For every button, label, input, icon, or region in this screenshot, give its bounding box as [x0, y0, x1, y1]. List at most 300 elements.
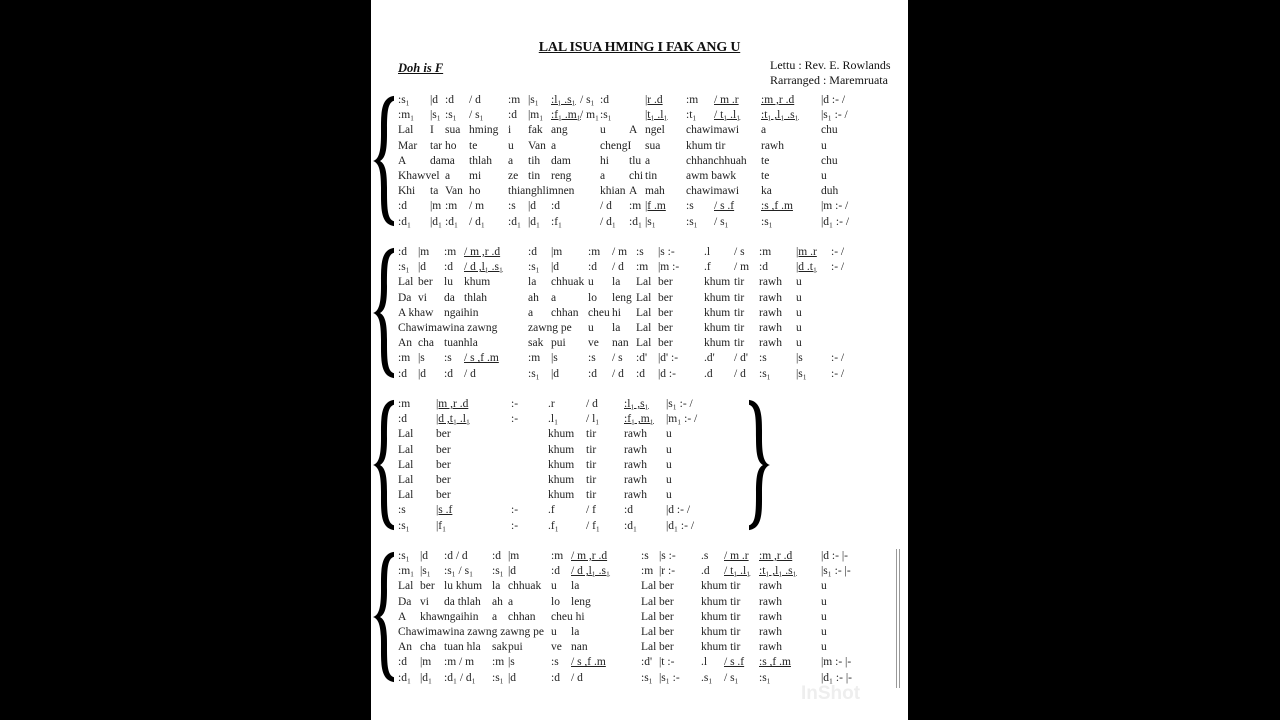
- lyrics-verse-5: [398, 336, 918, 351]
- solfa-note: :- /: [831, 352, 845, 365]
- lyric-syllable: tir: [586, 489, 597, 502]
- solfa-note: :m₁: [398, 565, 415, 578]
- solfa-note: |s₁ :-: [659, 671, 680, 684]
- lyric-syllable: rawh: [624, 443, 647, 456]
- solfa-part-row: [398, 549, 918, 564]
- solfa-note: :m: [636, 261, 649, 274]
- lyric-syllable: tir: [586, 443, 597, 456]
- solfa-note: .d: [704, 367, 713, 380]
- lyric-syllable: Lal: [398, 276, 414, 289]
- lyric-syllable: ber: [436, 443, 451, 456]
- lyric-syllable: tuanhla: [444, 337, 478, 350]
- lyric-syllable: sua: [645, 139, 661, 152]
- solfa-note: .l: [704, 246, 711, 258]
- lyric-syllable: cha: [418, 337, 434, 350]
- solfa-note: |d: [528, 200, 537, 213]
- lyric-syllable: dama: [430, 154, 455, 167]
- lyric-syllable: a: [761, 124, 767, 137]
- solfa-note: :m: [759, 246, 772, 258]
- lyric-syllable: u: [666, 474, 672, 486]
- lyric-syllable: rawh: [759, 626, 782, 638]
- solfa-note: / m .r: [724, 550, 749, 562]
- solfa-note: :f₁ .m₁: [551, 109, 581, 122]
- lyric-syllable: A: [398, 610, 407, 623]
- solfa-note: / s .f: [724, 656, 745, 669]
- arranger-credit: Rarranged : Maremruata: [770, 73, 888, 87]
- lyric-syllable: duh: [821, 185, 839, 198]
- solfa-note: |f₁: [436, 519, 447, 532]
- lyric-syllable: a: [600, 170, 606, 182]
- solfa-note: .f: [548, 504, 555, 517]
- lyric-syllable: A khaw: [398, 306, 434, 319]
- solfa-note: :d: [444, 367, 453, 380]
- lyric-syllable: chu: [821, 154, 838, 167]
- solfa-note: :d: [588, 261, 597, 274]
- lyric-syllable: u: [551, 580, 557, 593]
- solfa-note: :s₁: [528, 261, 540, 274]
- solfa-part-row: [398, 519, 918, 534]
- lyric-syllable: Mar: [398, 139, 418, 152]
- solfa-note: |m₁: [528, 109, 544, 122]
- solfa-note: :s: [444, 352, 452, 365]
- key-signature: Doh is F: [398, 61, 444, 75]
- lyric-syllable: thlah: [469, 154, 492, 167]
- solfa-note: |t₁ .l₁: [645, 109, 668, 122]
- lyric-syllable: Lal: [641, 580, 657, 593]
- lyric-syllable: ve: [551, 641, 562, 654]
- solfa-note: |r .d: [645, 94, 663, 106]
- lyric-syllable: Lal: [641, 595, 657, 608]
- solfa-note: :f₁: [551, 215, 563, 228]
- solfa-note: / s₁: [714, 215, 729, 228]
- lyric-syllable: Lal: [641, 641, 657, 654]
- lyric-syllable: Da: [398, 291, 412, 304]
- solfa-note: :d: [445, 94, 454, 106]
- solfa-note: :-: [511, 398, 519, 410]
- solfa-note: / d: [734, 367, 746, 380]
- lyric-syllable: zawng pe: [528, 322, 572, 334]
- solfa-note: :d: [398, 413, 407, 426]
- solfa-note: :m: [641, 565, 654, 578]
- lyric-syllable: ta: [430, 185, 439, 198]
- solfa-note: :d: [588, 367, 597, 380]
- lyric-syllable: Van: [528, 139, 546, 152]
- solfa-note: :d₁: [445, 215, 458, 228]
- solfa-note: :d₁: [398, 215, 411, 228]
- lyric-syllable: vi: [418, 291, 427, 304]
- lyric-syllable: sua: [445, 124, 461, 137]
- lyric-syllable: a: [528, 306, 534, 319]
- solfa-note: :s₁: [600, 109, 612, 122]
- lyric-syllable: khum tir: [701, 610, 741, 623]
- watermark: InShot: [801, 683, 861, 704]
- lyric-syllable: a: [508, 595, 514, 608]
- left-brace-icon: [372, 94, 396, 233]
- lyric-syllable: Lal: [636, 276, 652, 289]
- solfa-part-row: [398, 503, 918, 518]
- solfa-note: |s₁ :- /: [666, 398, 693, 410]
- lyric-syllable: ber: [418, 276, 433, 289]
- solfa-note: |d :-: [658, 367, 676, 380]
- lyric-syllable: cha: [420, 641, 436, 654]
- solfa-note: / f: [586, 504, 596, 517]
- solfa-note: .d': [704, 352, 715, 365]
- lyrics-verse-2: [398, 443, 918, 458]
- solfa-note: |s₁: [645, 215, 656, 228]
- lyric-syllable: Lal: [398, 443, 414, 456]
- solfa-note: |s .f: [436, 504, 453, 517]
- solfa-note: |m .r: [796, 246, 817, 258]
- solfa-note: :s₁: [398, 519, 410, 532]
- solfa-part-row: [398, 367, 918, 382]
- solfa-note: :s: [398, 504, 406, 517]
- lyric-syllable: tir: [734, 291, 745, 304]
- solfa-part-row: [398, 397, 918, 412]
- lyrics-verse-4: [398, 473, 918, 488]
- lyric-syllable: u: [666, 458, 672, 471]
- lyric-syllable: tir: [734, 322, 745, 334]
- solfa-note: :- /: [831, 246, 845, 258]
- solfa-note: :t₁ ,l₁ .s₁: [761, 109, 799, 122]
- lyric-syllable: a: [551, 291, 557, 304]
- lyric-syllable: A: [629, 185, 638, 198]
- lyric-syllable: ber: [420, 580, 435, 593]
- lyric-syllable: I: [430, 124, 434, 137]
- lyric-syllable: chawimawi: [686, 185, 740, 198]
- lyric-syllable: ngaihin: [444, 610, 479, 623]
- lyric-syllable: khum: [464, 276, 491, 289]
- lyric-syllable: An: [398, 641, 413, 654]
- lyrics-verse-5: [398, 184, 918, 199]
- solfa-note: |d: [430, 94, 439, 106]
- solfa-note: :m: [528, 352, 541, 365]
- solfa-part-row: [398, 564, 918, 579]
- lyric-syllable: chhanchhuah: [686, 154, 747, 167]
- solfa-note: :m: [629, 200, 642, 213]
- solfa-note: :m: [398, 352, 411, 365]
- lyric-syllable: khum: [548, 458, 575, 471]
- solfa-note: / d: [612, 261, 624, 274]
- solfa-note: :d: [398, 656, 407, 669]
- solfa-note: :s: [759, 352, 767, 365]
- solfa-note: / s .f: [714, 200, 735, 213]
- solfa-note: |d₁ :- |-: [821, 671, 852, 684]
- lyric-syllable: lu: [444, 276, 453, 289]
- lyric-syllable: nan: [571, 641, 588, 654]
- solfa-note: / t₁ .l₁: [724, 565, 751, 578]
- lyric-syllable: chengI: [600, 139, 632, 152]
- solfa-note: / m: [734, 261, 750, 274]
- lyric-syllable: u: [796, 276, 802, 289]
- solfa-note: |d: [551, 367, 560, 380]
- solfa-note: :d₁: [508, 215, 521, 228]
- solfa-note: :d₁: [629, 215, 642, 228]
- lyric-syllable: A: [398, 154, 407, 167]
- solfa-note: :s₁: [641, 671, 653, 684]
- lyric-syllable: leng: [612, 291, 632, 304]
- lyric-syllable: Lal: [641, 610, 657, 623]
- lyric-syllable: da: [444, 291, 455, 304]
- lyrics-verse-1: [398, 123, 918, 138]
- solfa-note: |s: [508, 656, 515, 669]
- solfa-note: |d₁ :- /: [821, 215, 850, 228]
- solfa-note: / t₁ .l₁: [714, 109, 741, 122]
- lyric-syllable: Lal: [398, 489, 414, 502]
- solfa-note: :m: [445, 200, 458, 213]
- lyric-syllable: rawh: [759, 595, 782, 608]
- lyric-syllable: khum tir: [701, 626, 741, 638]
- solfa-note: / d₁: [600, 215, 616, 228]
- sheet-music-page: [371, 0, 908, 720]
- lyric-syllable: khum: [704, 322, 731, 334]
- lyric-syllable: chhuak: [551, 276, 585, 289]
- lyric-syllable: chhuak: [508, 580, 542, 593]
- solfa-part-row: [398, 245, 918, 260]
- solfa-note: |r :-: [659, 565, 676, 578]
- solfa-note: :s₁: [398, 94, 410, 106]
- lyric-syllable: lo: [551, 595, 560, 608]
- solfa-note: / s: [612, 352, 623, 365]
- solfa-note: :d: [551, 671, 560, 684]
- lyric-syllable: u: [588, 276, 594, 289]
- lyric-syllable: hi: [612, 306, 621, 319]
- solfa-note: / s: [734, 246, 745, 258]
- lyric-syllable: ve: [588, 337, 599, 350]
- solfa-note: |d₁: [430, 215, 443, 228]
- left-brace-icon: [372, 550, 396, 689]
- solfa-note: |s :-: [658, 246, 675, 258]
- lyric-syllable: Lal: [398, 124, 414, 137]
- solfa-note: :s: [641, 550, 649, 562]
- solfa-note: :d: [528, 246, 537, 258]
- solfa-note: :d: [551, 565, 560, 578]
- solfa-note: :m: [588, 246, 601, 258]
- solfa-note: / f₁: [586, 519, 600, 532]
- lyric-syllable: u: [666, 428, 672, 441]
- solfa-note: :d: [398, 246, 407, 258]
- solfa-note: :d₁ / d₁: [444, 671, 476, 684]
- lyrics-verse-3: [398, 610, 918, 625]
- solfa-note: |d: [551, 261, 560, 274]
- solfa-note: :d₁: [398, 671, 411, 684]
- solfa-note: / m: [612, 246, 628, 258]
- lyric-syllable: nan: [612, 337, 629, 350]
- solfa-note: |f .m: [645, 200, 666, 213]
- solfa-note: |m: [418, 246, 430, 258]
- lyric-syllable: a: [508, 154, 514, 167]
- lyric-syllable: vi: [420, 595, 429, 608]
- lyric-syllable: Lal: [636, 291, 652, 304]
- lyric-syllable: rawh: [624, 474, 647, 486]
- solfa-note: |s: [418, 352, 425, 365]
- lyric-syllable: rawh: [624, 458, 647, 471]
- solfa-note: / m ,r .d: [464, 246, 501, 258]
- solfa-note: / s ,f .m: [464, 352, 499, 365]
- solfa-note: :s₁: [759, 367, 771, 380]
- solfa-note: :d: [600, 94, 609, 106]
- solfa-note: :s ,f .m: [761, 200, 793, 213]
- solfa-note: :s₁: [492, 671, 504, 684]
- lyric-syllable: khum: [548, 443, 575, 456]
- lyric-syllable: lo: [588, 291, 597, 304]
- lyric-syllable: khum: [704, 291, 731, 304]
- lyric-syllable: chawimawi: [686, 124, 740, 137]
- lyric-syllable: ho: [445, 139, 457, 152]
- solfa-note: :s: [686, 200, 694, 213]
- solfa-note: :d: [636, 367, 645, 380]
- lyric-syllable: hi: [600, 154, 609, 167]
- lyric-syllable: a: [551, 139, 557, 152]
- solfa-note: .f: [704, 261, 711, 274]
- solfa-note: :m: [444, 246, 457, 258]
- lyric-syllable: pui: [551, 337, 566, 350]
- lyric-syllable: Lal: [636, 306, 652, 319]
- lyric-syllable: khum tir: [701, 595, 741, 608]
- lyric-syllable: u: [666, 489, 672, 502]
- solfa-note: |s₁: [430, 109, 441, 122]
- lyric-syllable: rawh: [759, 641, 782, 654]
- solfa-note: |d :- |-: [821, 550, 848, 562]
- lyric-syllable: da thlah: [444, 595, 481, 608]
- solfa-note: |s₁: [796, 367, 807, 380]
- lyric-syllable: tih: [528, 154, 541, 167]
- solfa-note: :s: [551, 656, 559, 669]
- solfa-note: |m :- /: [821, 200, 849, 213]
- lyric-syllable: fak: [528, 124, 543, 137]
- lyric-syllable: thianghlimnen: [508, 185, 575, 198]
- lyric-syllable: ngaihin: [444, 306, 479, 319]
- lyric-syllable: Lal: [641, 626, 657, 638]
- lyric-syllable: tin: [528, 170, 541, 182]
- lyric-syllable: rawh: [761, 139, 784, 152]
- solfa-note: :- /: [831, 367, 845, 380]
- solfa-note: |s₁ :- /: [821, 109, 848, 122]
- solfa-note: |d :- /: [666, 504, 691, 517]
- lyric-syllable: rawh: [759, 610, 782, 623]
- solfa-note: :d: [398, 200, 407, 213]
- lyric-syllable: mah: [645, 185, 665, 198]
- lyric-syllable: ber: [658, 276, 673, 289]
- solfa-note: / s ,f .m: [571, 656, 606, 669]
- lyrics-verse-4: [398, 625, 918, 640]
- lyric-syllable: tuan hla: [444, 641, 481, 654]
- left-brace-icon: [372, 398, 396, 537]
- lyric-syllable: ah: [492, 595, 503, 608]
- solfa-note: .s: [701, 550, 709, 562]
- solfa-note: :d / d: [444, 550, 468, 562]
- lyric-syllable: tir: [734, 306, 745, 319]
- lyric-syllable: u: [666, 443, 672, 456]
- solfa-note: :m ,r .d: [761, 94, 795, 106]
- lyric-syllable: u: [821, 595, 827, 608]
- lyric-syllable: ber: [658, 337, 673, 350]
- lyric-syllable: ber: [658, 291, 673, 304]
- lyric-syllable: khian: [600, 185, 626, 198]
- lyric-syllable: Da: [398, 595, 412, 608]
- lyric-syllable: u: [821, 170, 827, 182]
- solfa-note: :s₁: [398, 550, 410, 562]
- solfa-note: :- /: [831, 261, 845, 274]
- lyric-syllable: lu khum: [444, 580, 483, 593]
- solfa-note: / d: [600, 200, 612, 213]
- solfa-note: |s: [796, 352, 803, 365]
- solfa-note: .d: [701, 565, 710, 578]
- solfa-note: |d₁: [528, 215, 541, 228]
- lyric-syllable: ze: [508, 170, 519, 182]
- lyric-syllable: ka: [761, 185, 772, 198]
- solfa-note: :d: [444, 261, 453, 274]
- solfa-note: / l₁: [586, 413, 600, 426]
- solfa-note: / d ,l₁ .s₁: [464, 261, 504, 274]
- solfa-note: :s₁: [398, 261, 410, 274]
- lyric-syllable: khum: [548, 474, 575, 486]
- lyric-syllable: rawh: [624, 489, 647, 502]
- lyric-syllable: khum: [548, 428, 575, 441]
- solfa-note: :m ,r .d: [759, 550, 793, 562]
- song-title: LAL ISUA HMING I FAK ANG U: [538, 40, 741, 55]
- lyrics-verse-2: [398, 291, 918, 306]
- solfa-note: :s₁: [528, 367, 540, 380]
- lyric-syllable: ah: [528, 291, 539, 304]
- solfa-note: / s₁: [580, 94, 595, 106]
- lyric-syllable: ber: [659, 580, 674, 593]
- lyric-syllable: tir: [586, 428, 597, 441]
- solfa-note: |m ,r .d: [436, 398, 469, 410]
- lyric-syllable: mi: [469, 170, 482, 182]
- lyric-syllable: Lal: [398, 580, 414, 593]
- solfa-note: :d: [398, 367, 407, 380]
- lyrics-verse-1: [398, 427, 918, 442]
- solfa-note: |d: [508, 565, 517, 578]
- lyric-syllable: ber: [659, 641, 674, 654]
- solfa-note: :t₁: [686, 109, 697, 122]
- lyric-syllable: u: [508, 139, 514, 152]
- solfa-note: / s₁: [724, 671, 739, 684]
- solfa-note: |d :- /: [821, 94, 846, 106]
- lyric-syllable: u: [551, 626, 557, 638]
- solfa-part-row: [398, 260, 918, 275]
- solfa-note: :l₁ ,s₁: [624, 398, 649, 410]
- solfa-note: :d': [641, 656, 653, 669]
- solfa-note: :d: [551, 200, 560, 213]
- solfa-note: / d: [464, 367, 476, 380]
- solfa-note: :m / m: [444, 656, 475, 669]
- lyric-syllable: Van: [445, 185, 463, 198]
- solfa-note: .l₁: [548, 413, 559, 426]
- lyric-syllable: rawh: [759, 322, 782, 334]
- solfa-note: :d': [636, 352, 648, 365]
- solfa-note: .s₁: [701, 671, 713, 684]
- solfa-note: |s₁: [420, 565, 431, 578]
- solfa-note: / d: [586, 398, 598, 410]
- solfa-note: |m: [508, 550, 520, 562]
- lyric-syllable: u: [821, 580, 827, 593]
- lyrics-verse-5: [398, 488, 918, 503]
- solfa-note: :s₁: [686, 215, 698, 228]
- lyric-syllable: ber: [436, 458, 451, 471]
- solfa-note: :d: [508, 109, 517, 122]
- lyric-syllable: chhan: [508, 610, 536, 623]
- lyrics-verse-3: [398, 306, 918, 321]
- lyric-syllable: la: [492, 580, 501, 593]
- solfa-note: :t₁ ,l₁ .s₁: [759, 565, 797, 578]
- lyric-syllable: u: [588, 322, 594, 334]
- solfa-note: :m: [398, 398, 411, 410]
- lyrics-verse-4: [398, 321, 918, 336]
- solfa-note: / m: [469, 200, 485, 213]
- solfa-note: |m: [420, 656, 432, 669]
- lyric-syllable: khum tir: [701, 641, 741, 654]
